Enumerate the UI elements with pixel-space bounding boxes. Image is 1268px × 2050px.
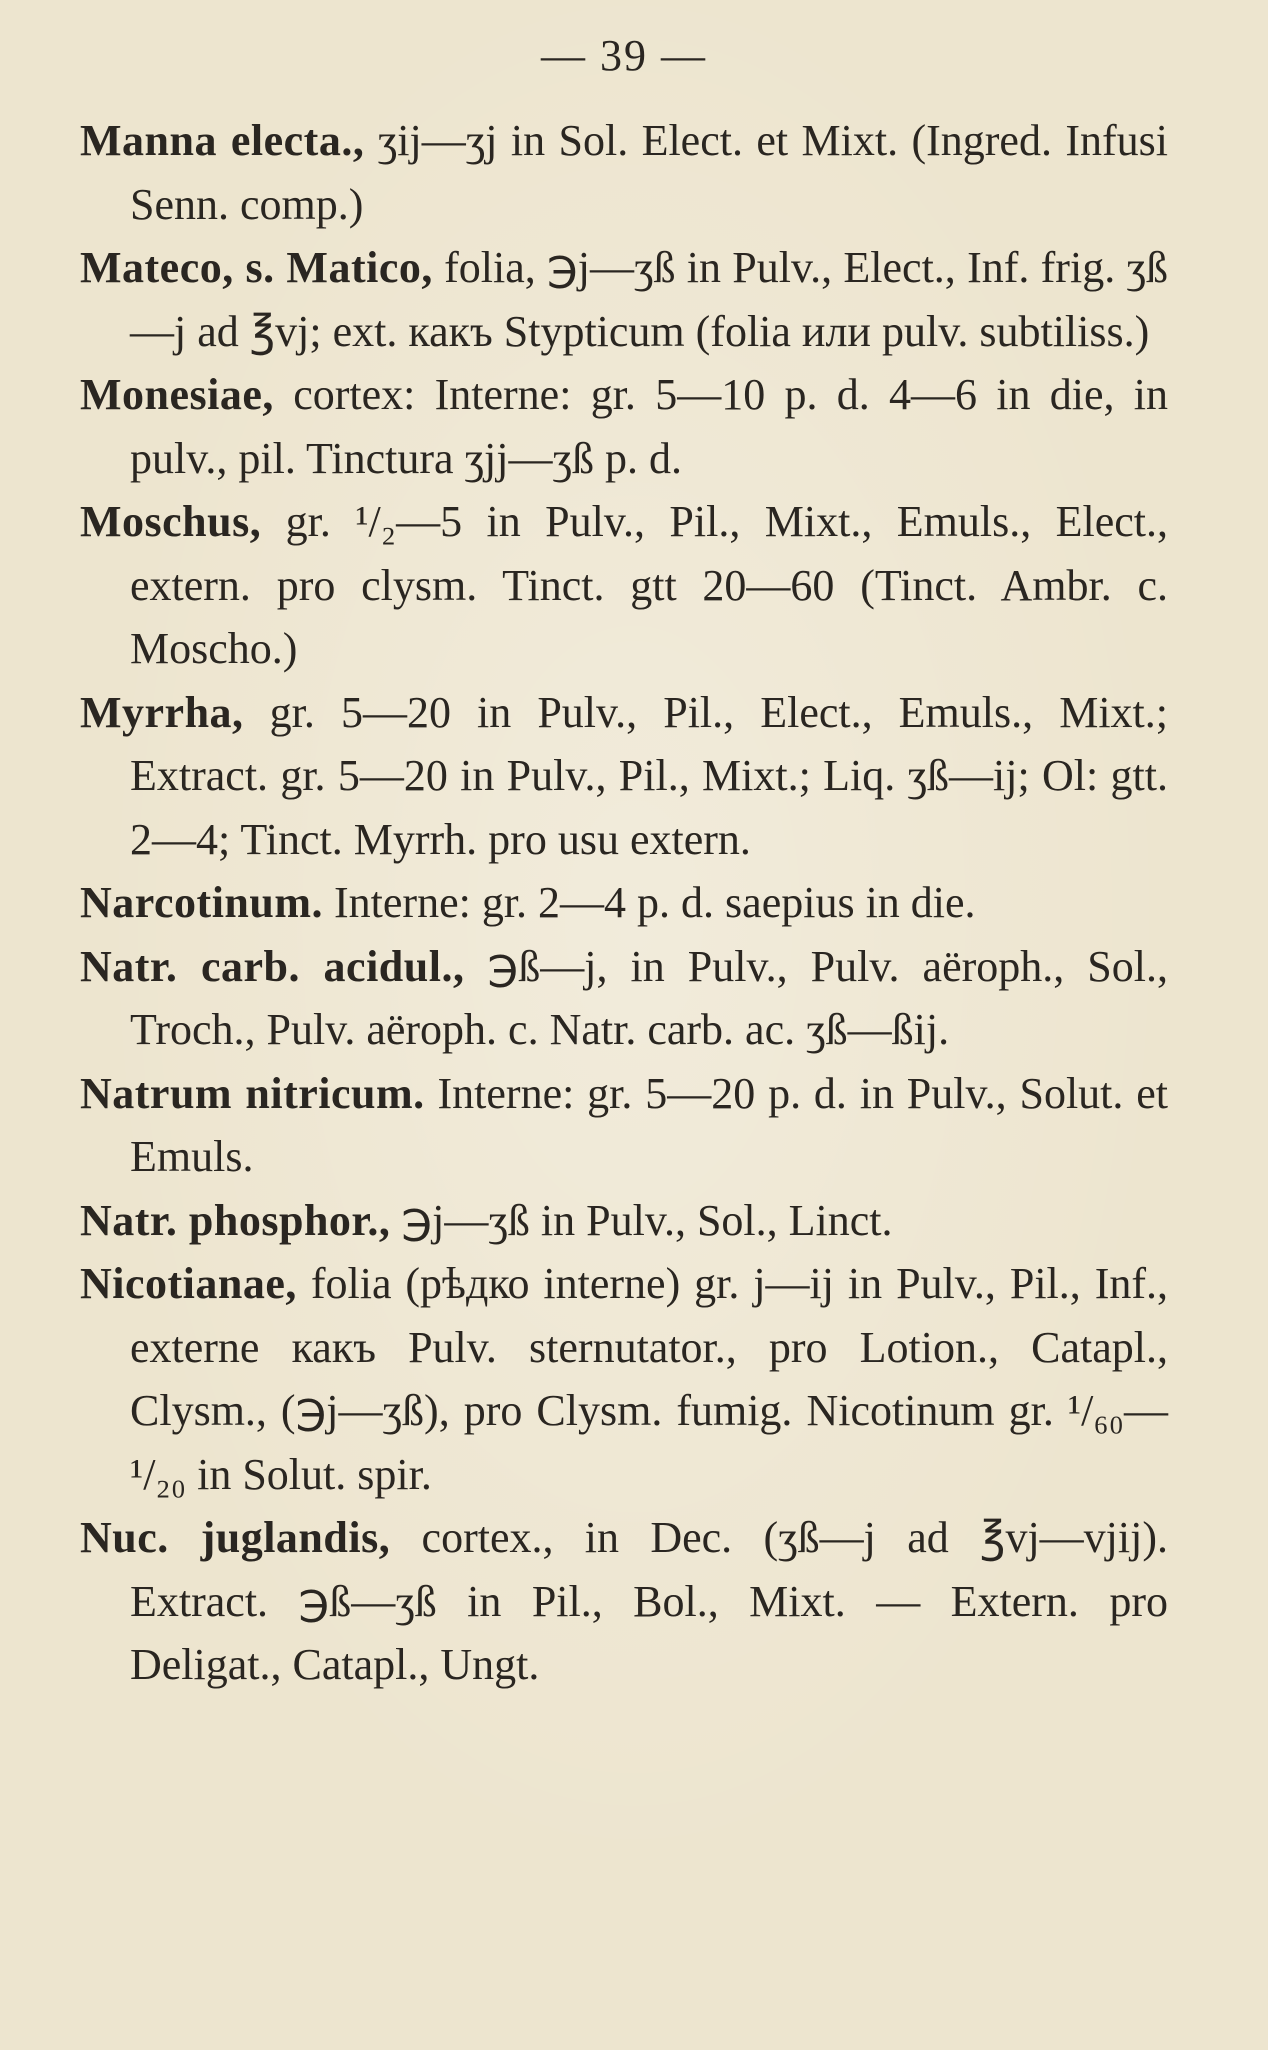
entry-moschus [80,490,1168,681]
entry-nuc-juglandis [80,1506,1168,1697]
entry-text: Interne: gr. 2—4 p. d. saepius in die. [334,878,976,927]
entry-head: Natr. carb. acidul., [80,941,465,991]
entry-monesiae [80,363,1168,490]
entry-text: ℈j—ʒß in Pulv., Sol., Linct. [401,1195,893,1245]
entry-head: Narcotinum. [80,878,324,927]
entry-text: cortex., in Dec. (ʒß—j ad ℥vj—vjij). Extract. ℈ß—ʒß in Pil., Bol., Mixt. — Extern. pro Deligat., Catapl., Ungt. [130,1513,1168,1689]
entry-head: Natrum nitricum. [80,1068,425,1118]
entry-text: ℈ß—j, in Pulv., Pulv. aëroph., Sol., Troch., Pulv. aëroph. c. Natr. carb. ac. ʒß—ßij. [130,941,1168,1054]
entry-text: folia, ℈j—ʒß in Pulv., Elect., Inf. frig. ʒß—j ad ℥vj; ext. какъ Stypticum (folia или pulv. subtiliss.) [130,243,1168,356]
entry-text: Interne: gr. 5—20 p. d. in Pulv., Solut. et Emuls. [130,1068,1168,1181]
entry-text: gr. ¹/₂—5 in Pulv., Pil., Mixt., Emuls., Elect., extern. pro clysm. Tinct. gtt 20—60 (Tinct. Ambr. c. Moscho.) [130,497,1168,673]
entry-text: cortex: Interne: gr. 5—10 p. d. 4—6 in die, in pulv., pil. Tinctura ʒjj—ʒß p. d. [130,370,1169,483]
entry-natr-carb [80,935,1168,1062]
entry-head: Natr. phosphor., [80,1195,391,1245]
entry-natr-phosphor [80,1189,1168,1253]
entry-mateco [80,236,1168,363]
entry-head: Monesiae, [80,370,274,419]
entry-head: Manna electa., [80,116,365,165]
entry-head: Nuc. juglandis, [80,1513,391,1562]
entry-head: Myrrha, [80,687,244,737]
entry-myrrha [80,681,1168,872]
entry-text: ʒij—ʒj in Sol. Elect. et Mixt. (Ingred. Infusi Senn. comp.) [130,116,1169,229]
entry-head: Moschus, [80,497,262,546]
entry-head: Nicotianae, [80,1259,297,1308]
entry-text: folia (рѣдко interne) gr. j—ij in Pulv., Pil., Inf., externe какъ Pulv. sternutator., pro Lotion., Catapl., Clysm., (℈j—ʒß), pro Clysm. fumig. Nicotinum gr. ¹/₆₀—¹/₂₀ in Solut. spir. [130,1259,1169,1499]
entry-text: gr. 5—20 in Pulv., Pil., Elect., Emuls., Mixt.; Extract. gr. 5—20 in Pulv., Pil., Mixt.; Liq. ʒß—ij; Ol: gtt. 2—4; Tinct. Myrrh. pro usu extern. [130,687,1168,864]
entry-nicotianae [80,1252,1168,1506]
entry-manna [80,109,1168,236]
entry-natrum-nitricum [80,1062,1168,1189]
entry-narcotinum [80,871,1168,935]
entry-head: Mateco, s. Matico, [80,243,433,292]
page-number: — 39 — [541,31,707,80]
